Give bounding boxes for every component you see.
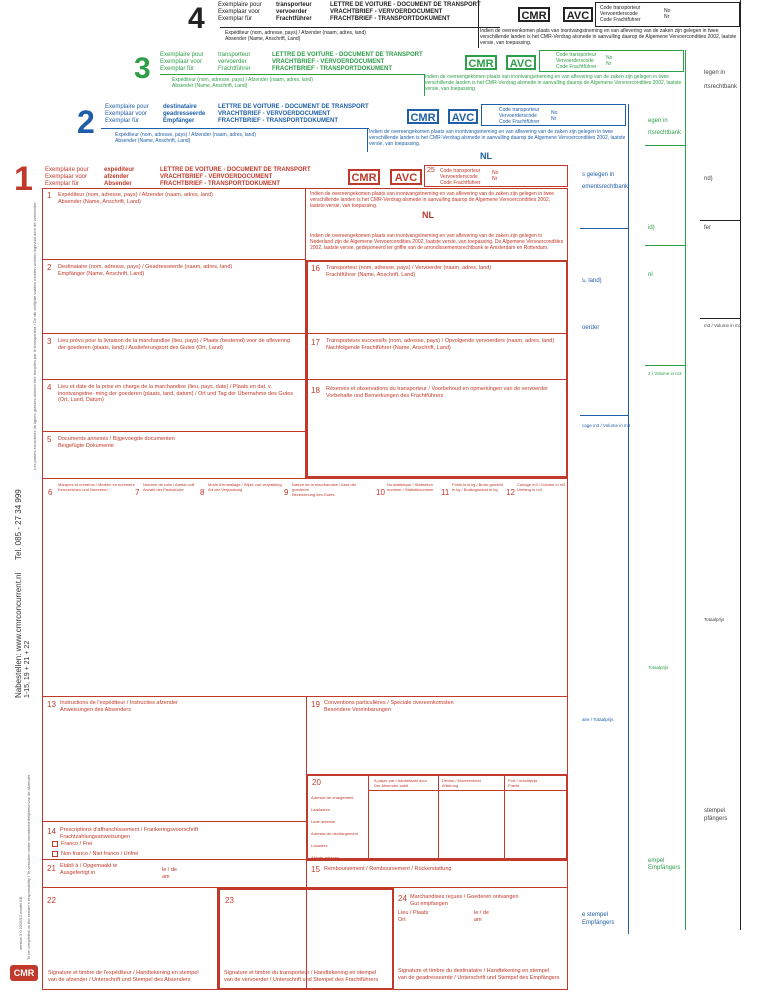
main-no (492, 170, 498, 182)
field-16-label-l1: Transporteur (nom, adresse, pays) / Vervoerder (naam, adres, land) (326, 265, 492, 271)
field-14-label-l2: Frachtzahlungsanweisungen (60, 833, 131, 840)
rm-6: nd) (704, 176, 713, 182)
field-1-label (58, 192, 213, 205)
rm-4: s gelegen in (582, 172, 615, 178)
field-20-num: 20 (312, 778, 321, 787)
field-2-consignee[interactable] (42, 260, 306, 334)
field-13-sender-instructions[interactable] (42, 696, 306, 822)
f20-side-3: Adresse de dechargement (311, 831, 358, 836)
goods-header (42, 480, 568, 498)
field-21-label-l1: Etabli à / Opgemaakt te (60, 863, 118, 869)
f20-side-1: Laadadres (311, 807, 330, 812)
f20-h2-l2: Währung (442, 783, 459, 788)
rm-14: cage m3 / Volume in m3 (582, 423, 631, 428)
copy2-title-l3: FRACHTBRIEF - TRANSPORTDOKUMENT (218, 118, 338, 124)
main-code-l1: Code transporteur (440, 168, 481, 174)
copy-number-4: 4 (188, 2, 205, 35)
field-14-num: 14 (47, 827, 56, 836)
sig22-l1: Signature et timbre de l'expéditeur / Handtekening en stempel (48, 970, 199, 976)
field-21-date (162, 867, 177, 880)
copy4-col2-l3: Frachtführer (276, 16, 312, 22)
field-19-label-l1: Conventions particulières / Speciale overeenkomsten (324, 700, 454, 706)
field-17-label (326, 338, 554, 351)
field-19-special-agreements[interactable] (306, 696, 568, 774)
copy2-note: Indien de overeengekomen plaats van inontvangstneming en van aflevering van de zaken zijn gelegen in twee verschillende landen is het CMR-Verdrag alsmede in aanvulling daarop de Algemene Vervoercondities 2002, laatste versie, van toepassing. (369, 129, 626, 147)
rm-8: id) (648, 225, 655, 231)
field-17-num: 17 (311, 338, 320, 347)
rm-0: legen in (704, 70, 726, 76)
copy3-col1 (160, 52, 204, 73)
copy3-col2-l1: transporteur (218, 52, 251, 58)
main-col1 (45, 167, 89, 188)
rm-16: Totaalprijs (648, 665, 669, 670)
copy2-cmr-stamp: CMR (407, 109, 439, 124)
copy4-no-l1: No (664, 8, 671, 14)
copy2-title-l2: VRACHTBRIEF - VERVOERDOCUMENT (218, 111, 331, 117)
rm-10: nl (648, 272, 653, 278)
copy2-code-l2: Vervoerderscode (499, 113, 537, 119)
field-24-place (398, 910, 428, 923)
goods-col-9-num: 9 (284, 488, 289, 497)
copy2-no-l2: Nr (551, 116, 557, 122)
field-3-label: Lieu prévu pour la livraison de la marchandise (lieu, pays) / Plaats (bestemd) voor de aflevering der goederen (plaats, land) / Auslieferungsort des Gutes (Ort, Land) (58, 338, 291, 351)
rm-9: s, land) (582, 278, 602, 284)
field-13-label-l2: Anweisungen des Absenders (60, 706, 131, 713)
sig22-l2: van de afzender / Unterschrift und Stempel des Absenders (48, 976, 191, 983)
field-17-label-l2: Nachfolgende Frachtführer (Name, Anschrift, Land) (326, 344, 451, 351)
field-5-label-l2: Beigefügte Dokumente (58, 442, 114, 449)
field-24-label (410, 894, 519, 907)
f20-h3-l1: Port / Vrachtprijs (508, 778, 538, 783)
field-24-lieu: Lieu / Plaats (398, 910, 429, 916)
main-avc-stamp: AVC (390, 169, 422, 185)
field-13-num: 13 (47, 700, 56, 709)
copy4-col2-l2: vervoerder (276, 9, 308, 15)
copy3-note: Indien de overeengekomen plaats van inontvangstneming en van aflevering van de zaken zijn gelegen in twee verschillende landen is het CMR-Verdrag alsmede in aanvulling daarop de Algemene Vervoercondities 2002, laatste versie, van toepassing. (425, 74, 682, 92)
copy3-cmr-stamp: CMR (465, 55, 497, 70)
sig24-l2: van de geadresseerde / Unterschrift und Stempel des Empfängers (398, 974, 560, 981)
field-5-num: 5 (47, 435, 52, 444)
copy-number-3: 3 (134, 52, 151, 85)
field-16-carrier[interactable] (306, 260, 568, 334)
main-title-l2: VRACHTBRIEF - VERVOERDOCUMENT (160, 174, 273, 180)
main-col1-l3: Exemplar für (45, 181, 80, 187)
rm-2: egen in (648, 118, 668, 124)
rm-21: Empfängers (648, 865, 681, 871)
field-16-num: 16 (311, 264, 320, 273)
main-code-l2: Vervoerderscode (440, 174, 478, 180)
main-col2-l3: Absender (104, 181, 132, 187)
copy2-f1-l1: Expéditeur (nom, adresse, pays) / Afzender (naam, adres, land) (115, 132, 256, 138)
goods-col-12-num: 12 (506, 488, 515, 497)
field-21-le: le / de (162, 867, 177, 873)
field-23-num: 23 (225, 896, 234, 905)
rm-23: Empfängers (582, 920, 615, 926)
main-title (160, 167, 311, 188)
f20-side-5: Ablade adresse (311, 855, 339, 860)
copy4-col1-l3: Exemplar für (218, 16, 253, 22)
field-21-num: 21 (47, 864, 56, 873)
f20-h1-l2: Der Absender zahlt (374, 783, 409, 788)
copy3-code-l3: Code Frachtführer (556, 64, 597, 70)
copy3-no (606, 55, 612, 67)
copy4-title-l2: VRACHTBRIEF - VERVOERDOCUMENT (330, 9, 443, 15)
copy3-title-l3: FRACHTBRIEF - TRANSPORTDOKUMENT (272, 66, 392, 72)
copy2-col2-l2: geadresseerde (163, 111, 206, 117)
main-no-l2: Nr (492, 176, 498, 182)
sig23-l2: van de vervoerder / Unterschrift und Stempel des Frachtführers (224, 976, 379, 983)
f20-side-0: Adresse de chargement (311, 795, 354, 800)
goods-col-10-num: 10 (376, 488, 385, 497)
goods-col-8-l2: Art der Verpackung (208, 487, 243, 492)
copy4-no (664, 8, 670, 20)
main-col2-l2: afzender (104, 174, 129, 180)
margin-small2: To be completed on the sender's responsibility / Te vervullen onder verantwoordelijkheid van de afzender (26, 774, 31, 960)
rm-19: pfängers (704, 816, 728, 822)
field-14-payment-instructions[interactable] (42, 822, 306, 860)
field-15-num: 15 (311, 865, 320, 874)
goods-col-6-l1: Marques et numéros / Merken en nummers (58, 482, 135, 487)
field-1-sender[interactable] (42, 188, 306, 260)
rm-22: e stempel (582, 912, 609, 918)
field-24-le: le / de (474, 910, 489, 916)
copy4-title-l1: LETTRE DE VOITURE - DOCUMENT DE TRANSPORT (330, 2, 481, 8)
field-16-label (326, 265, 491, 278)
cmr-logo: CMR (10, 965, 38, 981)
sig23-l1: Signature et timbre du transporteur / Handtekening en stempel (224, 970, 377, 976)
field-15-label: Remboursement / Remboursement / Rückerstattung (324, 866, 452, 872)
copy2-col2 (163, 104, 205, 125)
main-code (440, 168, 481, 186)
margin-small: Les parties encadrées de lignes grasses doivent être remplies par le transporteur / De dik omlijnde vakken moeten worden ingevuld door de vervoerder (32, 202, 37, 470)
copy2-col1-l1: Exemplaire pour (105, 104, 149, 110)
rm-17: aire / Totaalprijs (582, 717, 614, 722)
copy2-no-l1: No (551, 110, 558, 116)
main-col2-l1: expéditeur (104, 167, 135, 173)
copy-4-header (180, 0, 740, 50)
field-5-documents[interactable] (42, 432, 306, 478)
field-18-num: 18 (311, 386, 320, 395)
main-cmr-stamp: CMR (348, 169, 380, 185)
main-code-num: 25 (427, 167, 435, 174)
field-22-sender-signature[interactable] (42, 888, 218, 990)
field-18-reservations[interactable] (306, 380, 568, 478)
copy3-title-l2: VRACHTBRIEF - VERVOERDOCUMENT (272, 59, 385, 65)
rm-12: m3 / Volume in m3 (704, 323, 742, 328)
goods-col-12-l1: Cubage m3 / Volume in m3 (517, 482, 566, 487)
sig22-text (48, 970, 216, 983)
rm-7: fer (704, 225, 712, 231)
copy2-title-l1: LETTRE DE VOITURE - DOCUMENT DE TRANSPORT (218, 104, 369, 110)
f20-h2-l1: Devise / Munteenheid (442, 778, 481, 783)
main-note-2: Indien de overeengekomen plaats van inontvangstneming en van aflevering van de zaken zijn gelegen in Nederland zijn de Algemene Vervoercondities 2002, laatste versie, van toepassing. De Algemene Vervoercondities 2002, laatste versie, gedeponeerd ter griffie van de arrondissementsrechtbank te Amsterdam en Rotterdam. (310, 233, 564, 251)
field-19-label-l2: Besondere Vereinbarungen (324, 706, 391, 713)
copy4-avc-stamp: AVC (563, 7, 593, 22)
copy2-title (218, 104, 369, 125)
field-2-label (58, 264, 232, 277)
copy3-col2 (218, 52, 251, 73)
field-21-established[interactable] (42, 860, 306, 888)
field-24-am: am (474, 916, 482, 923)
copy3-f1 (172, 77, 313, 89)
field-21-label-l2: Ausgefertigt in (60, 869, 96, 876)
field-16-label-l2: Frachtführer (Name, Anschrift, Land) (326, 271, 416, 278)
field-4-takeover-place[interactable] (42, 380, 306, 432)
copy4-code-l1: Code transporteur (600, 5, 641, 11)
goods-col-10-l2: nummer / Statistiknummer (387, 487, 434, 492)
field-3-num: 3 (47, 337, 52, 346)
copy3-no-l1: No (606, 55, 613, 61)
field-20-payment-table[interactable] (306, 774, 568, 860)
field-24-goods-received[interactable] (394, 888, 568, 990)
copy4-col2-l1: transporteur (276, 2, 312, 8)
copy4-f1-l2: Absender (Name, Anschrift, Land) (225, 36, 301, 42)
field-24-ort: Ort (398, 916, 406, 923)
copy3-avc-stamp: AVC (506, 55, 536, 70)
field-24-num: 24 (398, 894, 407, 903)
non-franco-label: Non franco / Niet franco / Unfrei (61, 851, 139, 857)
field-15-reimbursement[interactable] (306, 860, 568, 888)
copy3-code (556, 52, 597, 70)
field-14-label-l1: Prescriptions d'affranchissement / Frankeringsvoorschrift (60, 827, 199, 833)
copy2-code-l1: Code transporteur (499, 107, 540, 113)
copy3-code-l2: Vervoerderscode (556, 58, 594, 64)
sig23-text (224, 970, 392, 983)
field-21-am: am (162, 873, 170, 880)
field-1-label-l1: Expéditeur (nom, adresse, pays) / Afzender (naam, adres, land) (58, 192, 213, 198)
goods-col-11-l2: in kg / Bruttogewicht in kg (452, 487, 498, 492)
f20-h1-l1: A payer par / Aanbetaald door (374, 778, 427, 783)
main-title-l1: LETTRE DE VOITURE - DOCUMENT DE TRANSPORT (160, 167, 311, 173)
copy-2-header (75, 102, 630, 162)
field-18-label-l1: Réserves et observations du transporteur / Voorbehoud en opmerkingen van de vervoerder (326, 386, 548, 392)
field-4-label: Lieu et date de la prise en charge de la marchandise (lieu, pays, date) / Plaats en dat. v. inontvangstne- ming der goederen (plaats, land, datum) / Ort und Tag der Übernahme des Gutes (Ort, Land, Datum) (58, 384, 294, 403)
goods-col-7-l1: Nombre de colis / Aantal colli (143, 482, 195, 487)
f20-side-2: Lade adresse (311, 819, 336, 824)
field-13-label (60, 700, 178, 713)
copy4-col2 (276, 2, 312, 23)
margin-web: Nabestellen: www.cmrconcurrent.nl (14, 572, 23, 698)
copy-number-2: 2 (77, 104, 95, 140)
rm-5: ementsrechtbank (582, 184, 629, 190)
copy2-no (551, 110, 557, 122)
field-22-num: 22 (47, 896, 56, 905)
rm-13: 3 / Volume in m3 (648, 371, 682, 376)
goods-col-11-l1: Poids brut kg / Bruto gewicht (452, 482, 503, 487)
f20-h3-l2: Fracht (508, 783, 520, 788)
field-5-label-l1: Documents annexés / Bijgevoegde documenten (58, 436, 175, 442)
main-col2 (104, 167, 134, 188)
field-21-label (60, 863, 117, 876)
copy4-col1 (218, 2, 262, 23)
copy3-col1-l1: Exemplaire pour (160, 52, 204, 58)
goods-col-6-l2: Kennzeichen und Nummern (58, 487, 108, 492)
field-19-num: 19 (311, 700, 320, 709)
f20-side-4: Losadres (311, 843, 328, 848)
copy3-col1-l2: Exemplaar voor (160, 59, 203, 65)
copy3-col2-l3: Frachtführer (218, 66, 251, 72)
copy-number-1: 1 (14, 160, 33, 198)
goods-col-9-l1: Nature de la marchandise / Aard der goederen (292, 482, 357, 492)
copy2-col1 (105, 104, 149, 125)
copy2-code (499, 107, 540, 125)
f20-h1 (374, 778, 427, 788)
field-23-carrier-signature[interactable] (218, 888, 394, 990)
copy3-title-l1: LETTRE DE VOITURE - DOCUMENT DE TRANSPORT (272, 52, 423, 58)
field-17-successive-carriers[interactable] (306, 334, 568, 380)
field-1-num: 1 (47, 191, 52, 200)
copy4-col1-l1: Exemplaire pour (218, 2, 262, 8)
goods-col-6-num: 6 (48, 488, 53, 497)
field-18-label-l2: Vorbehalte und Bemerkungen des Frachtführers (326, 392, 444, 399)
sig24-text (398, 968, 566, 981)
field-18-label (326, 386, 548, 399)
sig24-l1: Signature et timbre du destinataire / Handtekening en stempel (398, 968, 550, 974)
field-4-num: 4 (47, 383, 52, 392)
copy2-nl: NL (480, 151, 492, 161)
field-14-label (60, 827, 198, 840)
copy4-f1 (225, 30, 366, 42)
copy2-col2-l1: destinataire (163, 104, 197, 110)
margin-tel: Tel. 085 - 27 34 999 (14, 489, 23, 560)
field-24-label-l1: Marchandises reçues / Goederen ontvangen (410, 894, 519, 900)
copy4-title-l3: FRACHTBRIEF - TRANSPORTDOKUMENT (330, 16, 450, 22)
copy2-code-l3: Code Frachtführer (499, 119, 540, 125)
main-title-l3: FRACHTBRIEF - TRANSPORTDOKUMENT (160, 181, 280, 187)
field-24-label-l2: Gut empfangen (410, 900, 448, 907)
field-17-label-l1: Transporteurs successifs (nom, adresse, pays) / Opvolgende vervoerders (naam, adres, land) (326, 338, 555, 344)
copy2-col2-l3: Empfänger (163, 118, 195, 124)
field-13-label-l1: Instructions de l'expéditeur / Instructies afzender (60, 700, 178, 706)
main-code-l3: Code Frachtführer (440, 180, 481, 186)
field-3-delivery-place[interactable] (42, 334, 306, 380)
main-col1-l2: Exemplaar voor (45, 174, 88, 180)
main-note-1: Indien de overeengekomen plaats van inontvangstneming en van aflevering van de zaken zijn gelegen in twee verschillende landen is het CMR-Verdrag alsmede in aanvulling daarop de Algemene Vervoercondities 2002, laatste versie, van toepassing. (310, 191, 555, 209)
f20-h3 (508, 778, 537, 788)
goods-area[interactable] (42, 498, 568, 696)
copy2-col1-l2: Exemplaar voor (105, 111, 148, 117)
copy3-f1-l2: Absender (Name, Anschrift, Land) (172, 83, 248, 89)
rm-11: oerder (582, 325, 600, 331)
main-nl: NL (422, 210, 434, 220)
copy4-cmr-stamp: CMR (518, 7, 550, 22)
main-col1-l1: Exemplaire pour (45, 167, 89, 173)
f20-h2 (442, 778, 481, 788)
copy-3-header (130, 48, 686, 103)
copy4-col1-l2: Exemplaar voor (218, 9, 261, 15)
margin-version: version 3.0 2205/13 model AB (18, 896, 23, 950)
field-2-label-l1: Destinataire (nom, adresse, pays) / Geadresseerde (naam, adres, land) (58, 264, 233, 270)
goods-col-12-l2: Umfang in m3 (517, 487, 542, 492)
goods-col-9-l2: Bezeichnung des Gutes (292, 492, 335, 497)
copy3-col1-l3: Exemplar für (160, 66, 195, 72)
goods-col-7-l2: Anzahl der Packstücke (143, 487, 184, 492)
copy4-no-l2: Nr (664, 14, 670, 20)
copy3-code-l1: Code transporteur (556, 52, 597, 58)
copy2-avc-stamp: AVC (448, 109, 478, 124)
rm-18: stempel (704, 808, 726, 814)
copy4-code-l3: Code Frachtführer (600, 17, 641, 23)
copy2-f1-l2: Absender (Name, Anschrift, Land) (115, 138, 191, 144)
field-5-label (58, 436, 175, 449)
goods-col-8-num: 8 (200, 488, 205, 497)
field-1-label-l2: Absender (Name, Anschrift, Land) (58, 198, 141, 205)
rm-15: Totaalprijs (704, 617, 725, 622)
copy3-no-l2: Nr (606, 61, 612, 67)
goods-col-11-num: 11 (441, 488, 450, 497)
copy3-f1-l1: Expéditeur (nom, adresse, pays) / Afzender (naam, adres, land) (172, 77, 313, 83)
goods-col-10-l1: No statistique / Statistisch (387, 482, 433, 487)
goods-col-7-num: 7 (135, 488, 140, 497)
field-2-num: 2 (47, 263, 52, 272)
copy4-code-l2: Vervoerderscode (600, 11, 638, 17)
franco-label: Franco / Frei (61, 841, 93, 847)
rm-1: rtsrechtbank (704, 84, 738, 90)
copy3-col2-l2: vervoerder (218, 59, 247, 65)
copy2-col1-l3: Exemplar für (105, 118, 140, 124)
field-24-date (474, 910, 489, 923)
f20-row-labels (311, 792, 358, 864)
rm-3: rtsrechtbank (648, 130, 682, 136)
copy4-code (600, 5, 641, 23)
main-no-l1: No (492, 170, 499, 176)
field-2-label-l2: Empfänger (Name, Anschrift, Land) (58, 270, 145, 277)
copy3-title (272, 52, 423, 73)
copy4-note: Indien de overeenkomen plaats van inontvangstneming en van aflevering van de zaken zijn gelegen in twee verschillende landen is het CMR-Verdrag alsmede in aanvulling daarop de Algemene Vervoercondities 2002, laatste versie, van toepassing. (480, 28, 737, 46)
field-19-label (324, 700, 454, 713)
copy2-f1 (115, 132, 256, 144)
goods-col-8-l1: Mode d'emballage / Wijze van verpakking (208, 482, 282, 487)
margin-pages: 1-15, 19 + 21 + 22 (24, 640, 31, 698)
copy4-f1-l1: Expéditeur (nom, adresse, pays) / Afzender (naam, adres, land) (225, 30, 366, 36)
copy4-title (330, 2, 481, 23)
franco-checkbox[interactable] (52, 841, 58, 847)
non-franco-checkbox[interactable] (52, 851, 58, 857)
rm-20: empel (648, 858, 665, 864)
